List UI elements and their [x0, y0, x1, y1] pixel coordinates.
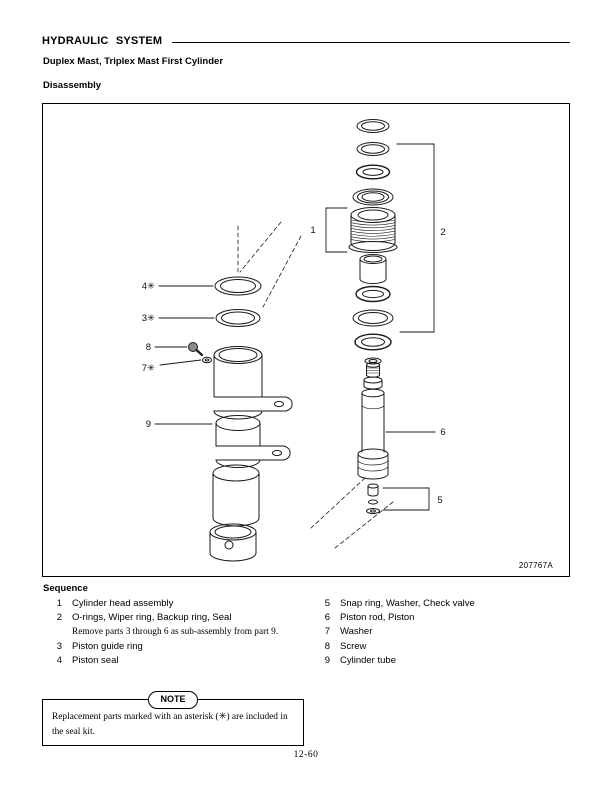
exploded-diagram: [43, 104, 569, 576]
sequence-column-right: [318, 597, 570, 668]
note-label: NOTE: [148, 691, 198, 709]
seal-rings-stack: [353, 120, 393, 206]
figure-box: [42, 103, 570, 577]
backup-ring-drawing: [353, 310, 393, 326]
bushing-drawing: [360, 255, 386, 284]
item-text: Piston rod, Piston: [340, 612, 415, 624]
callout-8: 8: [145, 342, 151, 353]
page-subtitle: Duplex Mast, Triplex Mast First Cylinder: [43, 56, 224, 67]
sequence-title: Sequence: [43, 583, 88, 594]
section-label: Disassembly: [43, 80, 102, 91]
item-text: Screw: [340, 640, 367, 652]
item-number: 9: [324, 654, 330, 666]
cylinder-head-drawing: [349, 208, 397, 253]
o-ring-lower: [355, 334, 391, 350]
item-subnote: Remove parts 3 through 6 as sub-assembly from part 9.: [72, 627, 279, 638]
sequence-item: [318, 611, 570, 625]
item-text: Cylinder head assembly: [72, 598, 174, 609]
item-number: 5: [324, 598, 330, 609]
item-number: 4: [56, 654, 62, 666]
sequence-item: [50, 597, 308, 611]
piston-seal-drawing: [216, 310, 260, 327]
sequence-column-left: [50, 597, 308, 668]
callout-5: 5: [437, 495, 443, 506]
sequence-item: [318, 597, 570, 611]
item-number: 1: [56, 598, 62, 609]
piston-rod-drawing: [358, 358, 388, 479]
item-number: 3: [56, 640, 62, 652]
cylinder-tube-drawing: [210, 347, 292, 562]
sequence-item: [50, 654, 308, 668]
header-rule: [172, 42, 570, 43]
figure-reference-number: 207767A: [518, 561, 553, 570]
callout-3: 3✳: [141, 313, 155, 324]
page-header: [42, 35, 570, 47]
callout-9: 9: [145, 419, 151, 430]
item-text: Piston guide ring: [72, 640, 143, 652]
item-number: 6: [324, 612, 330, 624]
callout-7: 7✳: [141, 363, 155, 374]
sequence-item: [318, 625, 570, 639]
item-text: Piston seal: [72, 654, 119, 666]
callout-1: 1: [310, 225, 316, 236]
item-text: Washer: [340, 626, 373, 638]
washer-drawing: [203, 357, 212, 363]
callout-6: 6: [440, 427, 446, 438]
page-number: 12-60: [293, 750, 319, 760]
item-text: Snap ring, Washer, Check valve: [340, 598, 475, 609]
sequence-item: [50, 611, 308, 625]
sequence-item: [318, 654, 570, 668]
check-valve-parts: [367, 484, 380, 514]
item-number: 8: [324, 640, 330, 652]
item-number: 2: [56, 612, 62, 624]
item-text: Cylinder tube: [340, 654, 396, 666]
note-text: Replacement parts marked with an asterisk (✳) are included in the seal kit.: [52, 712, 288, 737]
item-text: O-rings, Wiper ring, Backup ring, Seal: [72, 612, 232, 624]
alignment-dashed-lines: [238, 222, 393, 548]
sequence-item: [50, 640, 308, 654]
screw-drawing: [189, 343, 203, 356]
piston-guide-ring-drawing: [215, 277, 261, 295]
o-ring-large: [356, 287, 390, 302]
sequence-item: [318, 640, 570, 654]
item-number: 7: [324, 626, 330, 638]
callout-2: 2: [440, 227, 446, 238]
chapter-title: HYDRAULIC SYSTEM: [42, 35, 163, 47]
callout-4: 4✳: [141, 281, 155, 292]
